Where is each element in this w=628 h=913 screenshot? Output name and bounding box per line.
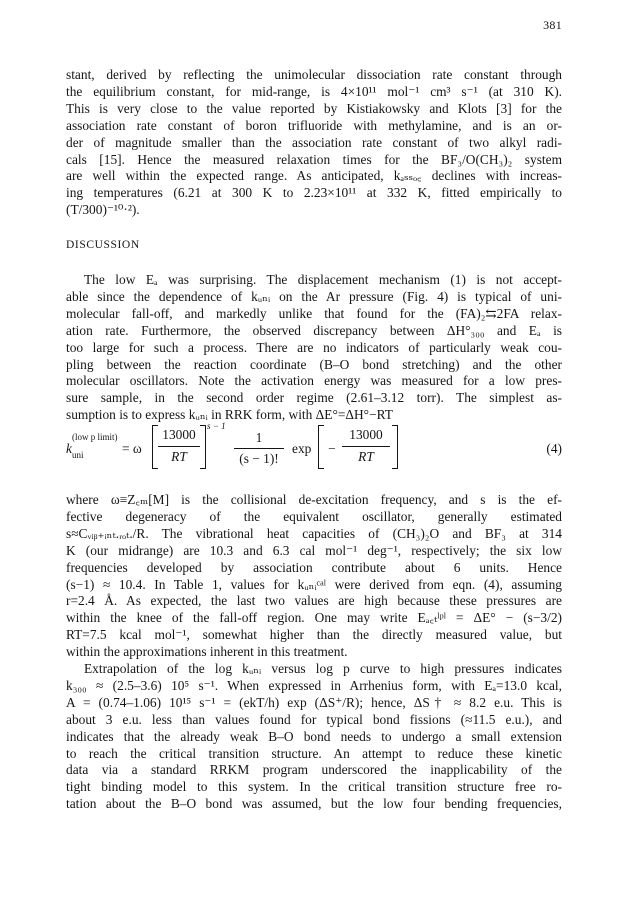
eq-exp: exp <box>292 441 312 456</box>
eq-exponent: s − 1 <box>207 421 226 431</box>
text-line: Extrapolation of the log kᵤₙᵢ versus log p curve to high pressures indicates <box>84 661 562 676</box>
text-line: (s−1) ≈ 10.4. In Table 1, values for kᵤₙᵢᶜᵃˡ were derived from eqn. (4), assuming <box>66 576 562 592</box>
text-line: are well within the expected range. As anticipated, kₐₛₛₒ꜀ declines with increas- <box>66 168 562 184</box>
equation-4 <box>66 421 562 481</box>
text-line: about 3 e.u. less than values found for typical bond fissions (≈11.5 e.u.), and <box>66 711 562 727</box>
text-line: (T/300)⁻¹⁰·²). <box>66 202 140 218</box>
section-heading: DISCUSSION <box>66 239 140 251</box>
text-line: ing temperatures (6.21 at 300 K to 2.23×10¹¹ at 332 K, fitted empirically to <box>66 185 562 201</box>
text-line: fective degeneracy of the equivalent oscillator, generally estimated <box>66 508 562 524</box>
eq-lhs-sub: uni <box>71 450 84 460</box>
text-line: r=2.4 Å. As expected, the last two values are high because these pressures are <box>66 593 562 609</box>
eq-equals-omega: = ω <box>122 441 142 456</box>
text-line: K (our midrange) are 10.3 and 6.3 cal mol⁻¹ deg⁻¹, respectively; the six low <box>66 542 562 558</box>
eq-frac1-num: 13000 <box>162 427 196 442</box>
eq-frac2-num: 1 <box>255 430 263 445</box>
text-line: association rate constant of boron trifluoride with methylamine, and is an or- <box>66 117 562 133</box>
eq-frac1-den: RT <box>171 449 187 464</box>
eq-frac2-den: (s − 1)! <box>239 451 279 466</box>
text-line: der of magnitude smaller than the association rate constant of two alkyl radi- <box>66 134 562 150</box>
text-line: pling between the reaction coordinate (B–O bond stretching) and the other <box>66 356 562 372</box>
eq-frac1-bar <box>158 446 200 447</box>
eq-bracket2-left <box>318 425 324 469</box>
text-line: the equilibrium constant, for mid-range, is 4×10¹¹ mol⁻¹ cm³ s⁻¹ (at 310 K). <box>66 83 562 99</box>
text-line: to reach the critical transition structure. An attempt to reduce these kinetic <box>66 745 562 761</box>
text-line: data via a standard RRKM program underscored the inapplicability of the <box>66 762 562 778</box>
paragraph-extrapolation <box>66 661 562 813</box>
eq-frac2-bar <box>234 448 284 449</box>
eq-frac3-den: RT <box>358 449 374 464</box>
text-line: molecular fall-off, and markedly unlike that found for the (FA)₂⇆2FA relax- <box>66 305 562 321</box>
text-line: able since the dependence of kᵤₙᵢ on the Ar pressure (Fig. 4) is typical of uni- <box>66 288 562 304</box>
text-line: sure sample, in the second order regime (2.61–3.12 torr). The simplest as- <box>66 390 562 406</box>
text-line: indicates that the already weak B–O bond needs to undergo a small extension <box>66 728 562 744</box>
text-line: frequencies developed by association contribute about 6 units. Hence <box>66 559 562 575</box>
text-line: molecular oscillators. Note the activation energy was measured for a low pres- <box>66 373 562 389</box>
text-line: tight binding model to this system. In the critical transition structure free ro- <box>66 779 562 795</box>
text-line: stant, derived by reflecting the unimolecular dissociation rate constant through <box>66 67 562 82</box>
text-line: within the knee of the fall-off region. One may write Eₐ꜀ₜˡᵖˡ = ΔE° − (s−3/2) <box>66 610 562 626</box>
text-line: within the approximations inherent in this treatment. <box>66 644 348 660</box>
eq-number: (4) <box>546 441 562 456</box>
text-line: A = (0.74–1.06) 10¹⁵ s⁻¹ = (ekT/h) exp (ΔS⁺/R); hence, ΔS† ≈ 8.2 e.u. This is <box>66 694 562 710</box>
page-number: 381 <box>543 18 562 32</box>
text-line: s≈Cᵥᵢᵦ₊ᵢₙₜ.ᵣₒₜ./R. The vibrational heat capacities of (CH₃)₂O and BF₃ at 314 <box>66 525 562 541</box>
paragraph-discussion <box>66 272 562 424</box>
eq-bracket2-right <box>392 425 398 469</box>
eq-lhs-sup: (low p limit) <box>71 432 118 442</box>
text-line: tation about the B–O bond was assumed, but the low four bending frequencies, <box>66 796 562 812</box>
paragraph-where <box>66 492 562 661</box>
text-line: The low Eₐ was surprising. The displacement mechanism (1) is not accept- <box>84 272 562 287</box>
eq-lhs: k (low p limit) $_{uni}$ <box>66 432 118 460</box>
text-line: where ω≡Z꜀ₘ[M] is the collisional de-excitation frequency, and s is the ef- <box>66 492 562 507</box>
eq-frac3-bar <box>342 446 390 447</box>
text-line: too large for such a process. There are no indicators of particularly weak cou- <box>66 339 562 355</box>
text-line: RT=7.5 kcal mol⁻¹, somewhat higher than the directly measured value, but <box>66 627 562 643</box>
eq-bracket-right <box>200 425 206 469</box>
text-line: This is very close to the value reported by Kistiakowsky and Klots [3] for the <box>66 100 562 116</box>
text-line: k₃₀₀ ≈ (2.5–3.6) 10⁵ s⁻¹. When expressed in Arrhenius form, with Eₐ=13.0 kcal, <box>66 677 562 693</box>
eq-frac3-num: 13000 <box>349 427 383 442</box>
eq-minus: − <box>328 441 336 456</box>
text-line: ation rate. Furthermore, the observed discrepancy between ΔH°₃₀₀ and Eₐ is <box>66 322 562 338</box>
paragraph-continued <box>66 67 562 219</box>
text-line: sumption is to express kᵤₙᵢ in RRK form, with ΔE°=ΔH°−RT <box>66 407 393 423</box>
text-line: cals [15]. Hence the measured relaxation times for the BF₃/O(CH₃)₂ system <box>66 151 562 167</box>
